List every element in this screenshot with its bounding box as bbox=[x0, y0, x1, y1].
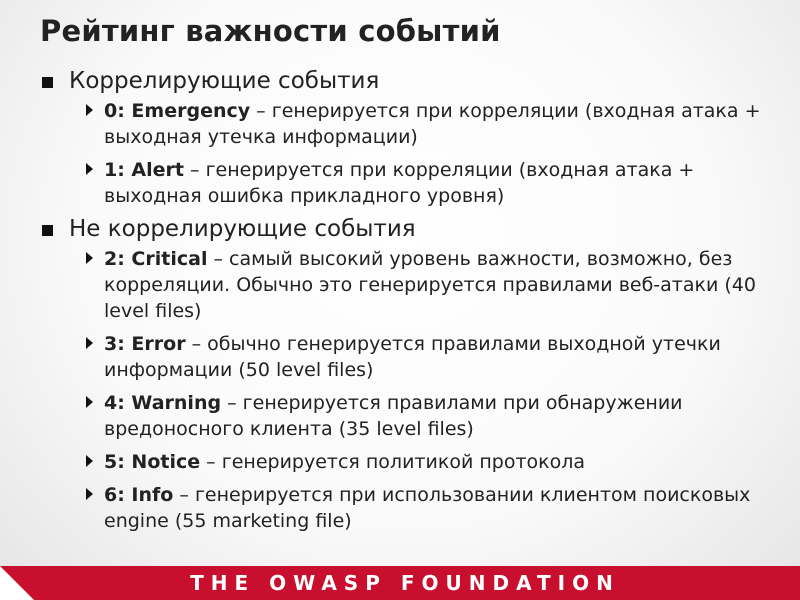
triangle-bullet-icon bbox=[86, 488, 93, 500]
bullet-text bbox=[104, 246, 785, 324]
severity-term: 2: Critical bbox=[104, 248, 208, 270]
severity-term: 1: Alert bbox=[104, 159, 184, 181]
severity-term: 6: Info bbox=[104, 484, 174, 506]
bullet-level2 bbox=[84, 246, 785, 324]
severity-description: – генерируется правилами при обнаружении вредоносного клиента (35 level files) bbox=[104, 392, 683, 440]
bullet-text bbox=[104, 482, 785, 534]
severity-term: 3: Error bbox=[104, 333, 186, 355]
slide-title: Рейтинг важности событий bbox=[40, 14, 501, 48]
bullet-level2 bbox=[84, 482, 785, 534]
bullet-level1 bbox=[40, 216, 785, 242]
bullet-text bbox=[104, 331, 785, 383]
slide-content bbox=[40, 64, 785, 541]
triangle-bullet-icon bbox=[86, 252, 93, 264]
square-bullet-icon bbox=[42, 225, 53, 236]
bullet-text bbox=[104, 449, 585, 475]
triangle-bullet-icon bbox=[86, 455, 93, 467]
bullet-level2 bbox=[84, 390, 785, 442]
severity-description: – генерируется политикой протокола bbox=[200, 451, 586, 473]
severity-description: – самый высокий уровень важности, возможно, без корреляции. Обычно это генерируется правилами веб-атаки (40 level files) bbox=[104, 248, 756, 322]
bullet-text bbox=[104, 390, 785, 442]
severity-term: 5: Notice bbox=[104, 451, 201, 473]
severity-description: – обычно генерируется правилами выходной утечки информации (50 level files) bbox=[104, 333, 721, 381]
bullet-level2 bbox=[84, 157, 785, 209]
bullet-level2 bbox=[84, 331, 785, 383]
triangle-bullet-icon bbox=[86, 337, 93, 349]
triangle-bullet-icon bbox=[86, 104, 93, 116]
severity-description: – генерируется при корреляции (входная атака + выходная утечка информации) bbox=[104, 100, 761, 148]
bullet-text bbox=[104, 157, 785, 209]
severity-term: 0: Emergency bbox=[104, 100, 251, 122]
bullet-level2 bbox=[84, 449, 785, 475]
severity-description: – генерируется при корреляции (входная атака + выходная ошибка прикладного уровня) bbox=[104, 159, 695, 207]
severity-description: – генерируется при использовании клиентом поисковых engine (55 marketing file) bbox=[104, 484, 751, 532]
footer-bar bbox=[0, 566, 800, 600]
bullet-level1 bbox=[40, 68, 785, 94]
square-bullet-icon bbox=[42, 77, 53, 88]
section-label: Не коррелирующие события bbox=[69, 216, 416, 242]
severity-term: 4: Warning bbox=[104, 392, 222, 414]
bullet-text bbox=[104, 98, 785, 150]
triangle-bullet-icon bbox=[86, 396, 93, 408]
triangle-bullet-icon bbox=[86, 163, 93, 175]
section-label: Коррелирующие события bbox=[69, 68, 380, 94]
bullet-level2 bbox=[84, 98, 785, 150]
footer-text: THE OWASP FOUNDATION bbox=[190, 571, 620, 595]
